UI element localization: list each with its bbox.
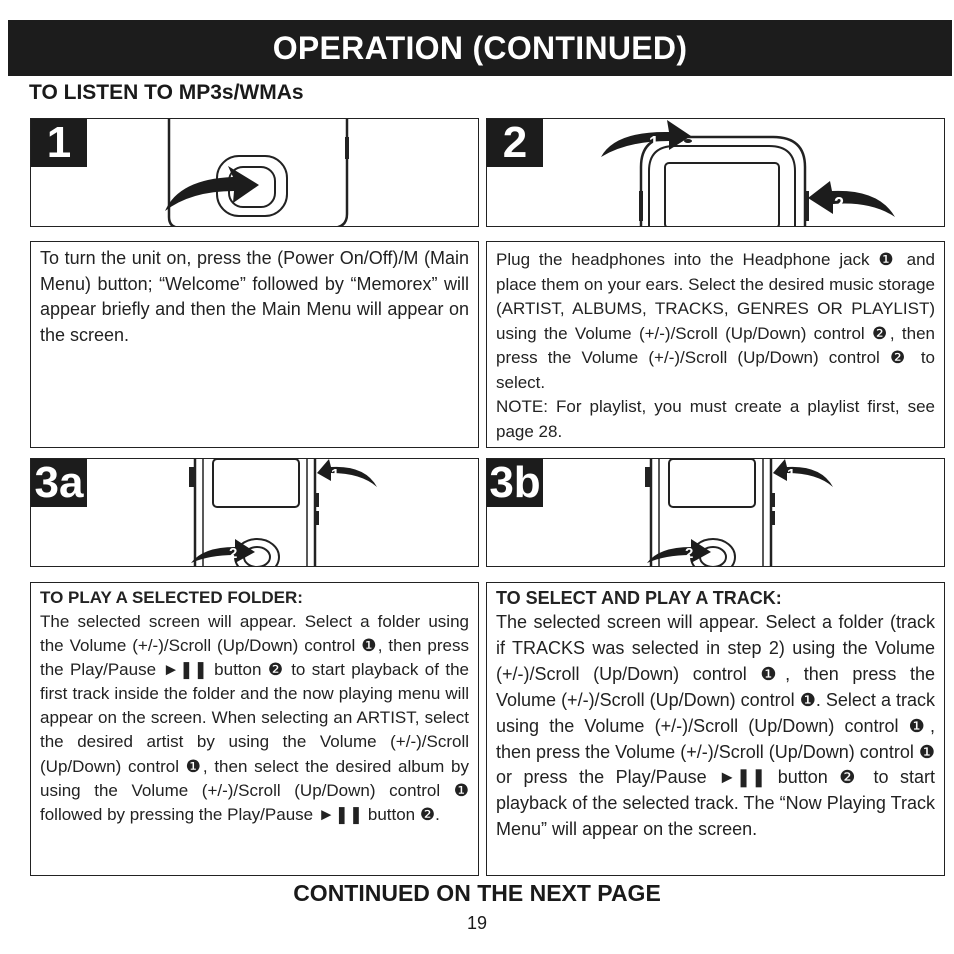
- section-title: TO LISTEN TO MP3s/WMAs: [29, 81, 304, 104]
- device-power-button-illustration: [31, 119, 479, 227]
- step3b-instructions: [496, 587, 935, 843]
- step3b-illustration-panel: [486, 458, 945, 567]
- step3a-instruction-text: The selected screen will appear. Select a folder using the Volume (+/-)/Scroll (Up/Down) control ❶, then press the Play/Pause ►❚❚ button ❷ to start playback of the first track inside the folder and the now playing menu will appear on the screen. When selecting an ARTIST, select the desired artist by using the Volume (+/-)/Scroll (Up/Down) control ❶, then select the desired album by using the Volume (+/-)/Scroll (Up/Down) control ❶ followed by pressing the Play/Pause ►❚❚ button ❷.: [40, 612, 469, 824]
- step3b-instruction-text: The selected screen will appear. Select a folder (track if TRACKS was selected in step 2) using the Volume (+/-)/Scroll (Up/Down) control ❶, then press the Volume (+/-)/Scroll (Up/Down) control ❶. Select a track using the Volume (+/-)/Scroll (Up/Down) control ❶, then press the Volume (+/-)/Scroll (Up/Down) control ❶ or press the Play/Pause ►❚❚ button ❷ to start playback of the selected track. The “Now Playing Track Menu” will appear on the screen.: [496, 612, 935, 840]
- step3b-badge-label: 3b: [489, 458, 541, 507]
- step2-instruction-text: Plug the headphones into the Headphone jack ❶ and place them on your ears. Select the desired music storage (ARTIST, ALBUMS, TRACKS, GENRES OR PLAYLIST) using the Volume (+/-)/Scroll (Up/Down) control ❷, then press the Volume (+/-)/Scroll (Up/Down) control ❷ to select.: [496, 250, 935, 392]
- step3b-title: TO SELECT AND PLAY A TRACK:: [496, 588, 782, 608]
- step3a-title: TO PLAY A SELECTED FOLDER:: [40, 588, 303, 607]
- step2-illustration-panel: [486, 118, 945, 227]
- step1-text-panel: [30, 241, 479, 448]
- step2-badge-label: 2: [502, 118, 528, 167]
- step2-callout-2: 2: [834, 194, 845, 214]
- step1-instructions: To turn the unit on, press the (Power On/Off)/M (Main Menu) button; “Welcome” followed by “Memorex” will appear briefly and then the Main Menu will appear on the screen.: [40, 248, 469, 345]
- step3a-callout-2: 2: [229, 545, 238, 562]
- step1-illustration-panel: [30, 118, 479, 227]
- step2-text-panel: [486, 241, 945, 448]
- step2-instructions: [496, 248, 935, 444]
- step3a-instructions: [40, 587, 469, 827]
- device-scroll-play-illustration: [31, 459, 479, 567]
- step3a-badge-label: 3a: [34, 458, 84, 507]
- device-headphone-jack-illustration: [487, 119, 945, 227]
- step3b-text-panel: [486, 582, 945, 876]
- step3b-callout-1: 1: [787, 466, 796, 483]
- step3a-text-panel: [30, 582, 479, 876]
- step2-note: NOTE: For playlist, you must create a playlist first, see page 28.: [496, 397, 935, 441]
- step1-badge-label: 1: [46, 118, 72, 167]
- step2-callout-1: 1: [649, 133, 660, 153]
- step3a-illustration-panel: [30, 458, 479, 567]
- step3a-callout-1: 1: [331, 466, 340, 483]
- page-title: OPERATION (CONTINUED): [272, 29, 688, 66]
- device-scroll-play-illustration-3b: [487, 459, 945, 567]
- page-header: [8, 20, 952, 76]
- step3b-callout-2: 2: [685, 545, 694, 562]
- page-number: 19: [466, 913, 488, 933]
- continued-note: CONTINUED ON THE NEXT PAGE: [293, 880, 661, 906]
